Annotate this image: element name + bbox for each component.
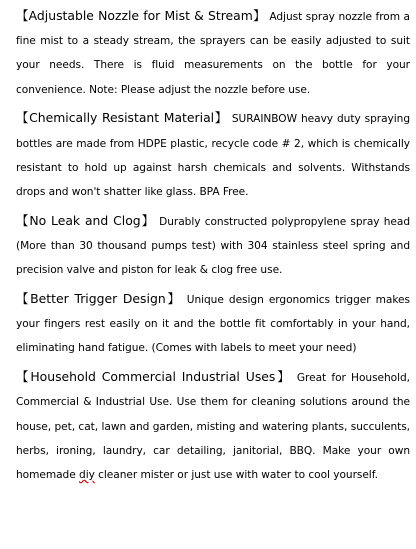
- section-body: Durably constructed polypropylene spray head (More than 30 thousand pumps test) with 304 stainless steel spring and precision valve and piston for leak & clog free use.: [16, 215, 410, 277]
- section-heading: 【Household Commercial Industrial Uses】: [16, 369, 292, 385]
- product-description: [16, 4, 410, 492]
- spellcheck-flagged-word: diy: [79, 469, 95, 482]
- section-household-uses: [16, 365, 410, 487]
- section-no-leak: [16, 209, 410, 283]
- section-heading: 【Adjustable Nozzle for Mist & Stream】: [16, 8, 266, 23]
- section-heading: 【Chemically Resistant Material】: [16, 110, 228, 126]
- section-body-end: cleaner mister or just use with water to cool yourself.: [94, 469, 378, 482]
- section-body: Unique design ergonomics trigger makes your fingers rest easily on it and the bottle fit comfortably in your hand, eliminating hand fatigue. (Comes with labels to meet your need): [16, 294, 410, 355]
- section-adjustable-nozzle: [16, 4, 410, 102]
- section-body-start: Great for Household, Commercial & Industrial Use. Use them for cleaning solutions around the house, pet, cat, lawn and garden, misting and watering plants, succulents, herbs, ironing, laundry, car detailing, janitorial, BBQ. Make your own homemade: [16, 372, 410, 482]
- section-heading: 【Better Trigger Design】: [16, 291, 182, 307]
- section-chemically-resistant: [16, 106, 410, 204]
- section-body: SURAINBOW heavy duty spraying bottles are made from HDPE plastic, recycle code # 2, which is chemically resistant to hold up against harsh chemicals and solvents. Withstands drops and won't shatter like glass. BPA Free.: [16, 113, 411, 199]
- section-heading: 【No Leak and Clog】: [16, 212, 155, 228]
- section-body: Adjust spray nozzle from a fine mist to a steady stream, the sprayers can be easily adjusted to suit your needs. There is fluid measurements on the bottle for your convenience. Note: Please adjust the nozzle before use.: [16, 11, 410, 96]
- section-trigger-design: [16, 287, 410, 361]
